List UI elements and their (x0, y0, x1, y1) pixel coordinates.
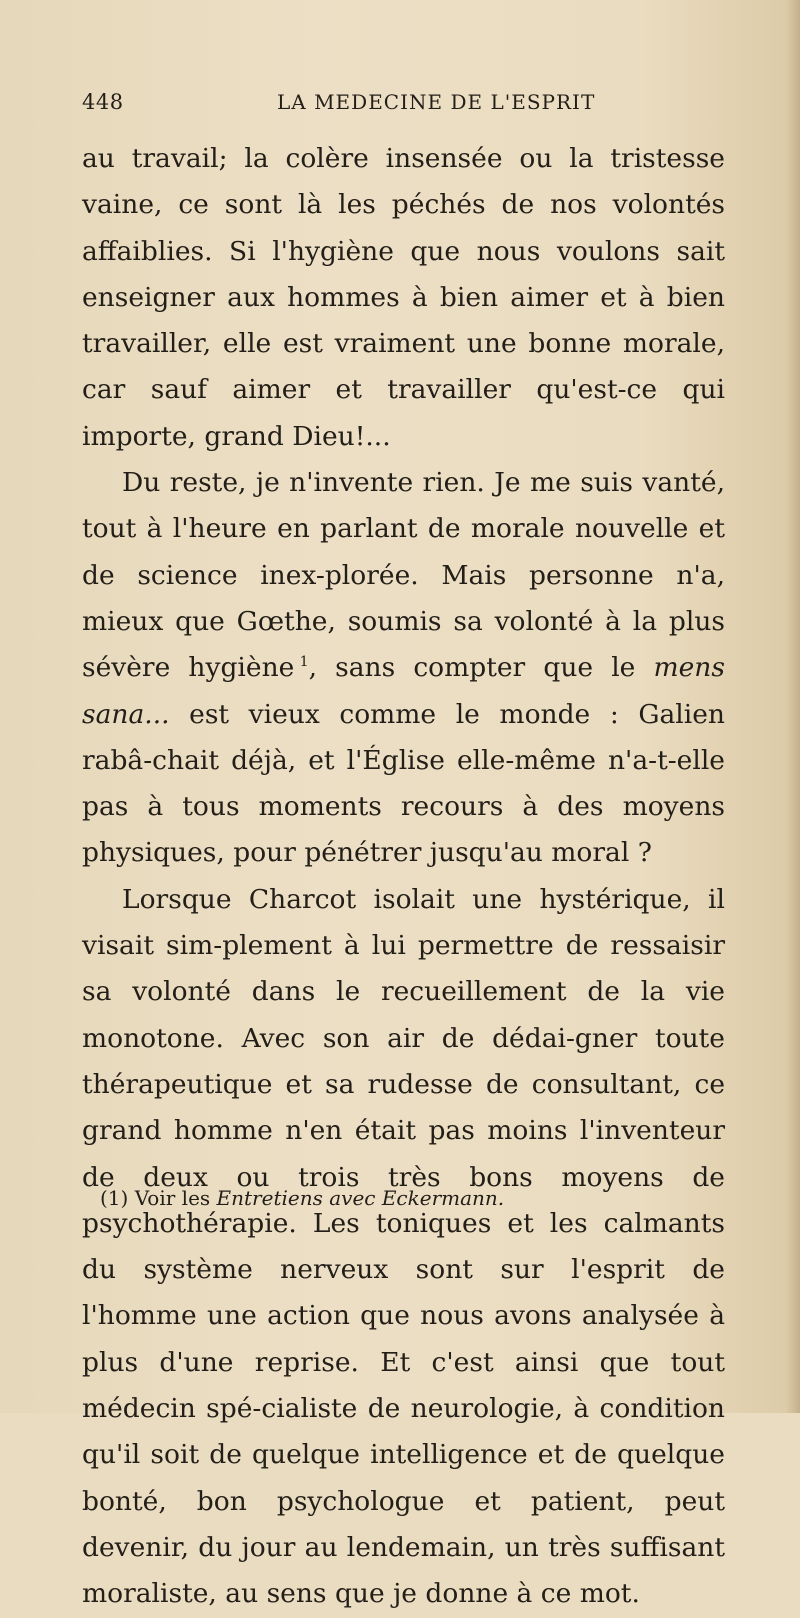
page-edge-shadow (786, 0, 800, 1413)
footnote-reference: 1 (299, 654, 309, 671)
page-number: 448 (82, 90, 124, 114)
footnote-title: Entretiens avec Eckermann. (216, 1186, 505, 1210)
paragraph-2-part-a: Du reste, je n'invente rien. Je me suis vanté, tout à l'heure en parlant de morale nouvelle et de science inex-plorée. Mais personne n'a, mieux que Gœthe, soumis sa volonté à la plus sévère hygiène (82, 467, 725, 684)
paragraph-1: au travail; la colère insensée ou la tristesse vaine, ce sont là les péchés de nos volontés affaiblies. Si l'hygiène que nous voulons sait enseigner aux hommes à bien aimer et à bien travailler, elle est vraiment une bonne morale, car sauf aimer et travailler qu'est-ce qui importe, grand Dieu!... (82, 143, 725, 452)
latin-quote: mens sana... (82, 652, 725, 730)
paragraph-2-part-b: , sans compter que le (308, 652, 636, 684)
running-title: LA MEDECINE DE L'ESPRIT (277, 90, 596, 114)
paragraph-2-part-c: est vieux comme le monde : Galien rabâ-chait déjà, et l'Église elle-même n'a-t-elle pas à tous moments recours à des moyens physiques, pour pénétrer jusqu'au moral ? (82, 698, 725, 869)
paragraph-2 (82, 460, 725, 877)
footnote-prefix: Voir les (134, 1186, 211, 1210)
body-text (82, 136, 725, 1618)
paragraph-3: Lorsque Charcot isolait une hystérique, il visait sim-plement à lui permettre de ressaisir sa volonté dans le recueillement de la vie monotone. Avec son air de dédai-gner toute thérapeutique et sa rudesse de consultant, ce grand homme n'en était pas moins l'inventeur de deux ou trois très bons moyens de psychothérapie. Les toniques et les calmants du système nerveux sont sur l'esprit de l'homme une action que nous avons analysée à plus d'une reprise. Et c'est ainsi que tout médecin spé-cialiste de neurologie, à condition qu'il soit de quelque intelligence et de quelque bonté, bon psychologue et patient, peut devenir, du jour au lendemain, un très suffisant moraliste, au sens que je donne à ce mot. (82, 883, 725, 1610)
footnote (100, 1186, 504, 1210)
footnote-marker: (1) (100, 1186, 129, 1210)
page-header (82, 90, 722, 120)
